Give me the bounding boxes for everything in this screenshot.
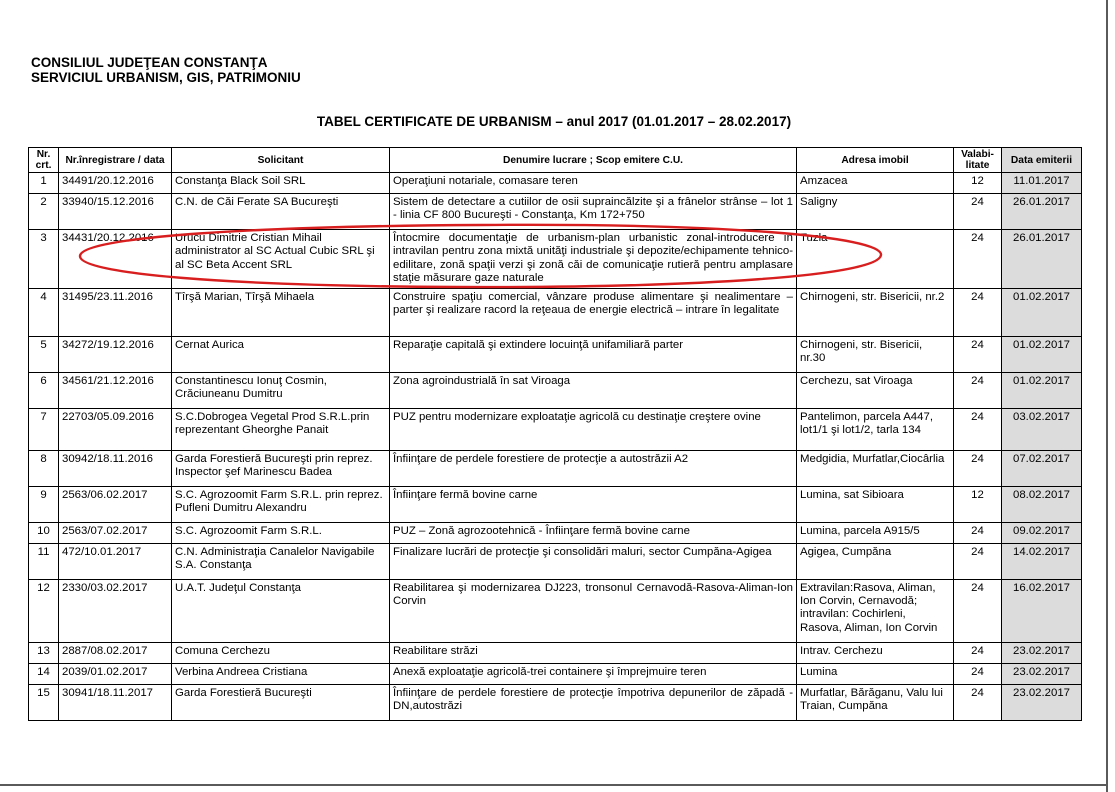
cell-adresa: Intrav. Cerchezu: [797, 642, 954, 663]
cell-data-emiterii: 07.02.2017: [1002, 450, 1082, 486]
cell-adresa: Murfatlar, Bărăganu, Valu lui Traian, Cumpăna: [797, 684, 954, 720]
cell-inregistrare: 30941/18.11.2017: [59, 684, 172, 720]
cell-inregistrare: 2563/07.02.2017: [59, 522, 172, 543]
table-row: [29, 194, 1082, 230]
cell-adresa: Saligny: [797, 194, 954, 230]
cell-nr: 7: [29, 408, 59, 450]
cell-nr: 6: [29, 372, 59, 408]
cell-valabilitate: 24: [954, 372, 1002, 408]
cell-solicitant: Tîrşă Marian, Tîrşă Mihaela: [172, 288, 390, 336]
cell-solicitant: Verbina Andreea Cristiana: [172, 663, 390, 684]
cell-solicitant: Urucu Dimitrie Cristian Mihail administrator al SC Actual Cubic SRL şi al SC Beta Accent SRL: [172, 230, 390, 289]
cell-denumire: PUZ pentru modernizare exploataţie agricolă cu destinaţie creştere ovine: [390, 408, 797, 450]
institution-name: CONSILIUL JUDEŢEAN CONSTANŢA: [31, 55, 268, 70]
table-row: [29, 522, 1082, 543]
cell-data-emiterii: 03.02.2017: [1002, 408, 1082, 450]
cell-nr: 3: [29, 230, 59, 289]
cell-adresa: Tuzla: [797, 230, 954, 289]
cell-solicitant: Constanţa Black Soil SRL: [172, 173, 390, 194]
cell-nr: 14: [29, 663, 59, 684]
cell-inregistrare: 33940/15.12.2016: [59, 194, 172, 230]
cell-data-emiterii: 01.02.2017: [1002, 372, 1082, 408]
cell-denumire: Înfiinţare de perdele forestiere de protecţie a autostrăzii A2: [390, 450, 797, 486]
table-row: [29, 230, 1082, 289]
cell-nr: 12: [29, 579, 59, 642]
cell-valabilitate: 24: [954, 663, 1002, 684]
cell-nr: 11: [29, 543, 59, 579]
cell-nr: 4: [29, 288, 59, 336]
col-header-denumire: Denumire lucrare ; Scop emitere C.U.: [390, 148, 797, 173]
table-row: [29, 336, 1082, 372]
table-row: [29, 288, 1082, 336]
col-header-nr: Nr. crt.: [29, 148, 59, 173]
cell-inregistrare: 22703/05.09.2016: [59, 408, 172, 450]
cell-data-emiterii: 26.01.2017: [1002, 230, 1082, 289]
col-header-inregistrare: Nr.înregistrare / data: [59, 148, 172, 173]
cell-denumire: Construire spaţiu comercial, vânzare produse alimentare şi nealimentare – parter şi realizare racord la reţeaua de energie electrică – intrare în legalitate: [390, 288, 797, 336]
cell-data-emiterii: 09.02.2017: [1002, 522, 1082, 543]
cell-data-emiterii: 14.02.2017: [1002, 543, 1082, 579]
cell-adresa: Amzacea: [797, 173, 954, 194]
cell-denumire: Reparaţie capitală şi extindere locuinţă unifamiliară parter: [390, 336, 797, 372]
cell-data-emiterii: 01.02.2017: [1002, 336, 1082, 372]
cell-solicitant: Cernat Aurica: [172, 336, 390, 372]
cell-adresa: Agigea, Cumpăna: [797, 543, 954, 579]
cell-solicitant: S.C. Agrozoomit Farm S.R.L.: [172, 522, 390, 543]
cell-inregistrare: 2887/08.02.2017: [59, 642, 172, 663]
cell-adresa: Chirnogeni, str. Bisericii, nr.2: [797, 288, 954, 336]
cell-adresa: Extravilan:Rasova, Aliman, Ion Corvin, Cernavodă; intravilan: Cochirleni, Rasova, Aliman, Ion Corvin: [797, 579, 954, 642]
cell-solicitant: S.C.Dobrogea Vegetal Prod S.R.L.prin reprezentant Gheorghe Panait: [172, 408, 390, 450]
table-row: [29, 543, 1082, 579]
table-row: [29, 579, 1082, 642]
cell-solicitant: Constantinescu Ionuţ Cosmin, Crăciuneanu Dumitru: [172, 372, 390, 408]
cell-nr: 9: [29, 486, 59, 522]
cell-valabilitate: 24: [954, 194, 1002, 230]
cell-inregistrare: 472/10.01.2017: [59, 543, 172, 579]
cell-adresa: Pantelimon, parcela A447, lot1/1 şi lot1/2, tarla 134: [797, 408, 954, 450]
cell-valabilitate: 24: [954, 336, 1002, 372]
cell-inregistrare: 34431/20.12.2016: [59, 230, 172, 289]
cell-data-emiterii: 23.02.2017: [1002, 663, 1082, 684]
cell-inregistrare: 34561/21.12.2016: [59, 372, 172, 408]
cell-denumire: Operaţiuni notariale, comasare teren: [390, 173, 797, 194]
col-header-adresa: Adresa imobil: [797, 148, 954, 173]
cell-denumire: Întocmire documentaţie de urbanism-plan urbanistic zonal-introducere în intravilan pentru zona mixtă unităţi industriale şi depozite/echipamente tehnico-edilitare, zonă spaţii verzi şi zonă căi de comunicaţie rutieră pentru amplasare staţie măsurare gaze naturale: [390, 230, 797, 289]
table-row: [29, 684, 1082, 720]
cell-nr: 15: [29, 684, 59, 720]
cell-valabilitate: 24: [954, 684, 1002, 720]
cell-denumire: PUZ – Zonă agrozootehnică - Înfiinţare fermă bovine carne: [390, 522, 797, 543]
document-title: TABEL CERTIFICATE DE URBANISM – anul 2017 (01.01.2017 – 28.02.2017): [316, 114, 792, 129]
page-frame-bottom: [0, 784, 1108, 786]
cell-solicitant: S.C. Agrozoomit Farm S.R.L. prin reprez. Pufleni Dumitru Alexandru: [172, 486, 390, 522]
cell-valabilitate: 24: [954, 450, 1002, 486]
cell-inregistrare: 34491/20.12.2016: [59, 173, 172, 194]
cell-nr: 10: [29, 522, 59, 543]
table-header-row: [29, 148, 1082, 173]
cell-data-emiterii: 16.02.2017: [1002, 579, 1082, 642]
cell-denumire: Zona agroindustrială în sat Viroaga: [390, 372, 797, 408]
cell-denumire: Înfiinţare de perdele forestiere de protecţie împotriva depunerilor de zăpadă - DN,autostrăzi: [390, 684, 797, 720]
cell-solicitant: Garda Forestieră Bucureşti: [172, 684, 390, 720]
cell-data-emiterii: 26.01.2017: [1002, 194, 1082, 230]
cell-denumire: Anexă exploataţie agricolă-trei containere şi împrejmuire teren: [390, 663, 797, 684]
table-row: [29, 663, 1082, 684]
cell-valabilitate: 24: [954, 579, 1002, 642]
cell-denumire: Reabilitarea şi modernizarea DJ223, tronsonul Cernavodă-Rasova-Aliman-Ion Corvin: [390, 579, 797, 642]
cell-nr: 8: [29, 450, 59, 486]
cell-valabilitate: 24: [954, 522, 1002, 543]
cell-solicitant: C.N. Administraţia Canalelor Navigabile S.A. Constanţa: [172, 543, 390, 579]
cell-inregistrare: 2330/03.02.2017: [59, 579, 172, 642]
cell-adresa: Medgidia, Murfatlar,Ciocârlia: [797, 450, 954, 486]
cell-valabilitate: 24: [954, 543, 1002, 579]
cell-nr: 13: [29, 642, 59, 663]
cell-valabilitate: 12: [954, 173, 1002, 194]
cell-valabilitate: 24: [954, 230, 1002, 289]
cell-denumire: Reabilitare străzi: [390, 642, 797, 663]
cell-inregistrare: 2563/06.02.2017: [59, 486, 172, 522]
cell-nr: 1: [29, 173, 59, 194]
cell-valabilitate: 24: [954, 408, 1002, 450]
col-header-valabilitate: Valabi-litate: [954, 148, 1002, 173]
cell-data-emiterii: 11.01.2017: [1002, 173, 1082, 194]
table-row: [29, 450, 1082, 486]
cell-inregistrare: 34272/19.12.2016: [59, 336, 172, 372]
cell-inregistrare: 2039/01.02.2017: [59, 663, 172, 684]
col-header-solicitant: Solicitant: [172, 148, 390, 173]
cell-adresa: Lumina: [797, 663, 954, 684]
table-row: [29, 486, 1082, 522]
cell-adresa: Chirnogeni, str. Bisericii, nr.30: [797, 336, 954, 372]
certificates-table: [28, 147, 1082, 721]
cell-nr: 5: [29, 336, 59, 372]
cell-adresa: Lumina, sat Sibioara: [797, 486, 954, 522]
cell-solicitant: Garda Forestieră Bucureşti prin reprez. Inspector şef Marinescu Badea: [172, 450, 390, 486]
cell-valabilitate: 12: [954, 486, 1002, 522]
cell-valabilitate: 24: [954, 288, 1002, 336]
table-row: [29, 642, 1082, 663]
col-header-data-emiterii: Data emiterii: [1002, 148, 1082, 173]
cell-valabilitate: 24: [954, 642, 1002, 663]
cell-data-emiterii: 08.02.2017: [1002, 486, 1082, 522]
cell-solicitant: C.N. de Căi Ferate SA Bucureşti: [172, 194, 390, 230]
cell-denumire: Sistem de detectare a cutiilor de osii supraincălzite şi a frânelor strânse – lot 1 - linia CF 800 Bucureşti - Constanţa, Km 172+750: [390, 194, 797, 230]
cell-solicitant: Comuna Cerchezu: [172, 642, 390, 663]
cell-denumire: Înfiinţare fermă bovine carne: [390, 486, 797, 522]
cell-solicitant: U.A.T. Judeţul Constanţa: [172, 579, 390, 642]
cell-inregistrare: 31495/23.11.2016: [59, 288, 172, 336]
cell-inregistrare: 30942/18.11.2016: [59, 450, 172, 486]
cell-denumire: Finalizare lucrări de protecţie şi consolidări maluri, sector Cumpăna-Agigea: [390, 543, 797, 579]
cell-adresa: Lumina, parcela A915/5: [797, 522, 954, 543]
table-row: [29, 173, 1082, 194]
cell-data-emiterii: 01.02.2017: [1002, 288, 1082, 336]
cell-nr: 2: [29, 194, 59, 230]
department-name: SERVICIUL URBANISM, GIS, PATRIMONIU: [31, 70, 301, 85]
cell-data-emiterii: 23.02.2017: [1002, 684, 1082, 720]
table-row: [29, 372, 1082, 408]
cell-data-emiterii: 23.02.2017: [1002, 642, 1082, 663]
table-row: [29, 408, 1082, 450]
institution-header: [31, 55, 301, 85]
cell-adresa: Cerchezu, sat Viroaga: [797, 372, 954, 408]
